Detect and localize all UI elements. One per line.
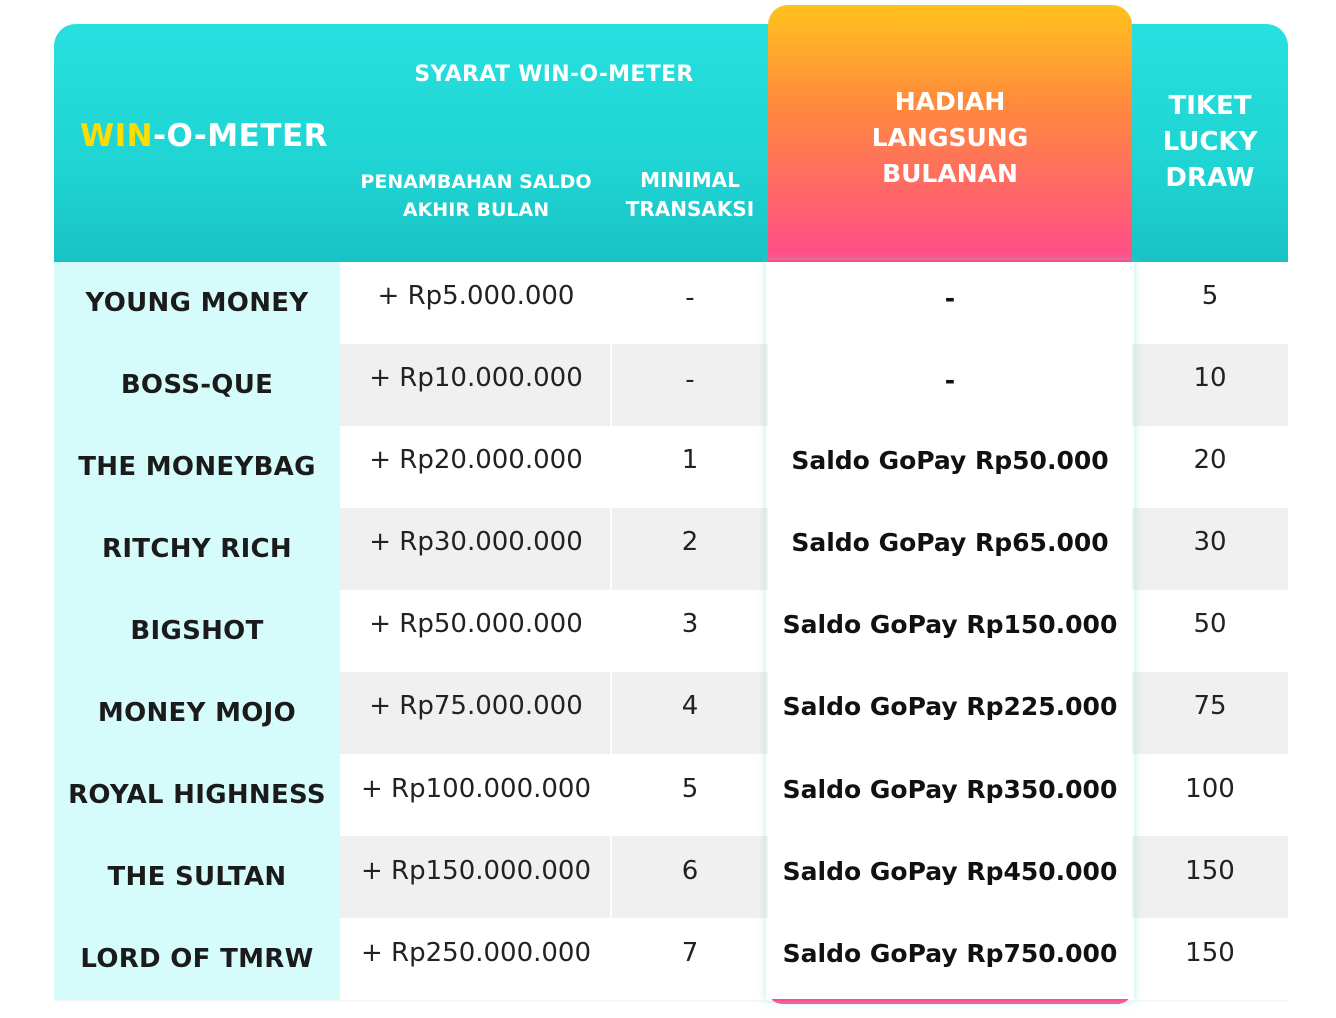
tiket-line-3: DRAW bbox=[1165, 163, 1255, 193]
saldo-cell: + Rp150.000.000 bbox=[360, 856, 592, 886]
rank-name: RITCHY RICH bbox=[102, 534, 292, 564]
hadiah-cell: Saldo GoPay Rp65.000 bbox=[791, 527, 1109, 557]
saldo-cell: + Rp5.000.000 bbox=[377, 281, 575, 311]
min-transaksi-cell: 3 bbox=[681, 609, 699, 639]
rank-name: ROYAL HIGHNESS bbox=[68, 780, 326, 810]
minimal-line-1: MINIMAL bbox=[640, 168, 740, 192]
rank-name: YOUNG MONEY bbox=[85, 288, 309, 318]
minimal-line-2: TRANSAKSI bbox=[625, 197, 755, 221]
rank-name: THE MONEYBAG bbox=[78, 452, 316, 482]
table-title bbox=[54, 118, 354, 154]
tiket-cell: 150 bbox=[1185, 856, 1235, 886]
min-transaksi-cell: - bbox=[685, 365, 695, 395]
rank-name: BOSS-QUE bbox=[120, 370, 274, 400]
saldo-cell: + Rp100.000.000 bbox=[360, 774, 592, 804]
hadiah-cell: Saldo GoPay Rp450.000 bbox=[782, 856, 1118, 886]
hadiah-line-1: HADIAH bbox=[894, 87, 1006, 116]
tiket-cell: 5 bbox=[1201, 281, 1219, 311]
tiket-cell: 20 bbox=[1193, 445, 1227, 475]
tiket-cell: 30 bbox=[1193, 527, 1227, 557]
tiket-cell: 10 bbox=[1193, 363, 1227, 393]
saldo-cell: + Rp30.000.000 bbox=[369, 527, 583, 557]
hadiah-cell: Saldo GoPay Rp225.000 bbox=[782, 691, 1118, 721]
rank-name: THE SULTAN bbox=[107, 862, 287, 892]
tiket-line-2: LUCKY bbox=[1162, 127, 1258, 157]
tiket-line-1: TIKET bbox=[1168, 91, 1252, 121]
hadiah-cell: - bbox=[944, 283, 956, 313]
tiket-header bbox=[1132, 88, 1288, 196]
tiket-cell: 150 bbox=[1185, 938, 1235, 968]
min-transaksi-cell: 7 bbox=[681, 938, 699, 968]
penambahan-saldo-header bbox=[340, 168, 612, 224]
saldo-cell: + Rp20.000.000 bbox=[369, 445, 583, 475]
hadiah-cell: - bbox=[944, 365, 956, 395]
hadiah-cell: Saldo GoPay Rp150.000 bbox=[782, 609, 1118, 639]
penambahan-line-2: AKHIR BULAN bbox=[402, 199, 550, 221]
tiket-cell: 100 bbox=[1185, 774, 1235, 804]
saldo-cell: + Rp75.000.000 bbox=[369, 691, 583, 721]
min-transaksi-cell: 6 bbox=[681, 856, 699, 886]
saldo-cell: + Rp50.000.000 bbox=[369, 609, 583, 639]
title-win-word: WIN bbox=[79, 118, 154, 154]
hadiah-header bbox=[768, 84, 1132, 192]
syarat-header: SYARAT WIN-O-METER bbox=[414, 62, 694, 87]
rank-name: MONEY MOJO bbox=[97, 698, 297, 728]
hadiah-line-2: LANGSUNG bbox=[871, 123, 1029, 152]
min-transaksi-cell: 1 bbox=[681, 445, 699, 475]
min-transaksi-cell: - bbox=[685, 283, 695, 313]
title-rest: -O-METER bbox=[153, 118, 329, 154]
hadiah-cell: Saldo GoPay Rp50.000 bbox=[791, 445, 1109, 475]
min-transaksi-cell: 2 bbox=[681, 527, 699, 557]
saldo-cell: + Rp250.000.000 bbox=[360, 938, 592, 968]
min-transaksi-cell: 5 bbox=[681, 774, 699, 804]
hadiah-cell: Saldo GoPay Rp350.000 bbox=[782, 774, 1118, 804]
penambahan-line-1: PENAMBAHAN SALDO bbox=[360, 171, 592, 193]
tiket-cell: 75 bbox=[1193, 691, 1227, 721]
min-transaksi-cell: 4 bbox=[681, 691, 699, 721]
rank-name: LORD OF TMRW bbox=[80, 944, 314, 974]
rank-name: BIGSHOT bbox=[130, 616, 264, 646]
minimal-transaksi-header bbox=[612, 166, 768, 224]
saldo-cell: + Rp10.000.000 bbox=[369, 363, 583, 393]
tiket-cell: 50 bbox=[1193, 609, 1227, 639]
hadiah-cell: Saldo GoPay Rp750.000 bbox=[782, 938, 1118, 968]
hadiah-line-3: BULANAN bbox=[882, 159, 1018, 188]
